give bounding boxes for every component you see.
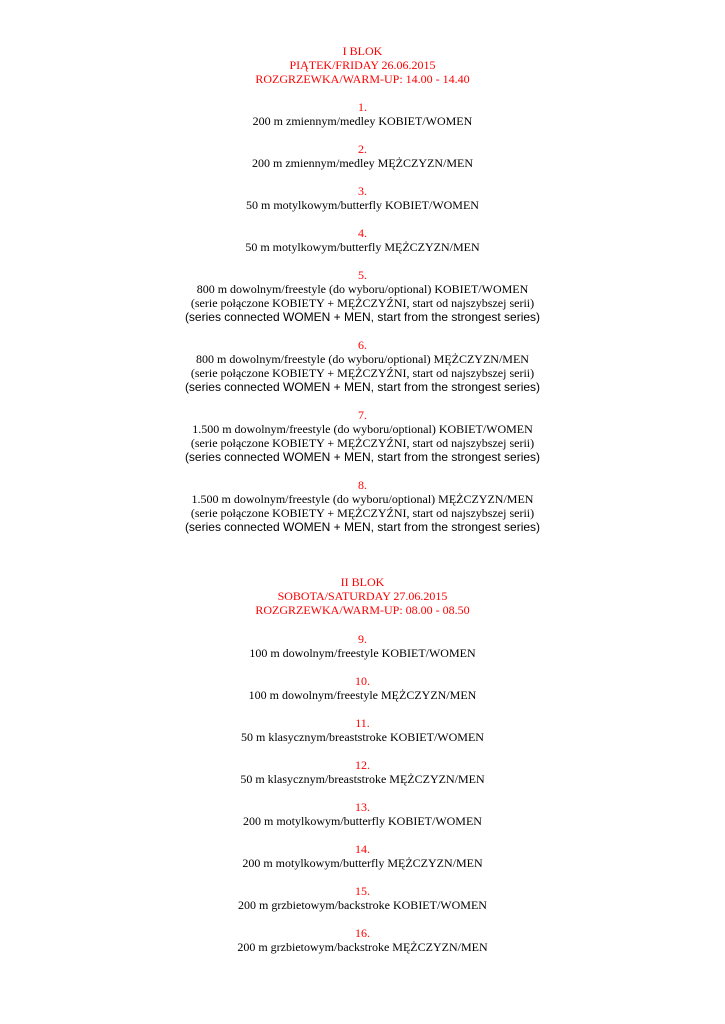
event-8 <box>0 478 725 534</box>
block2-warmup: ROZGRZEWKA/WARM-UP: 08.00 - 08.50 <box>255 603 470 617</box>
event-description: 200 m zmiennym/medley MĘŻCZYZN/MEN <box>252 156 473 170</box>
event-description: 100 m dowolnym/freestyle KOBIET/WOMEN <box>249 646 476 660</box>
block2-title: II BLOK <box>340 575 385 589</box>
event-note-pl: (serie połączone KOBIETY + MĘŻCZYŹNI, start od najszybszej serii) <box>190 296 535 310</box>
event-note-pl: (serie połączone KOBIETY + MĘŻCZYŹNI, start od najszybszej serii) <box>190 506 535 520</box>
event-description: 50 m klasycznym/breaststroke MĘŻCZYZN/MEN <box>240 772 485 786</box>
event-note-pl: (serie połączone KOBIETY + MĘŻCZYŹNI, start od najszybszej serii) <box>190 366 535 380</box>
event-number: 1. <box>358 100 367 114</box>
event-number: 11. <box>355 716 370 730</box>
event-description: 200 m motylkowym/butterfly KOBIET/WOMEN <box>243 814 482 828</box>
event-number: 14. <box>355 842 370 856</box>
event-number: 15. <box>355 884 370 898</box>
block1-title: I BLOK <box>342 44 383 58</box>
event-10 <box>0 674 725 702</box>
event-16 <box>0 926 725 954</box>
block1-warmup: ROZGRZEWKA/WARM-UP: 14.00 - 14.40 <box>255 72 470 86</box>
event-3 <box>0 184 725 212</box>
event-description: 50 m klasycznym/breaststroke KOBIET/WOMEN <box>241 730 484 744</box>
event-description: 50 m motylkowym/butterfly MĘŻCZYZN/MEN <box>245 240 480 254</box>
event-number: 10. <box>355 674 370 688</box>
event-number: 16. <box>355 926 370 940</box>
event-7 <box>0 408 725 464</box>
event-description: 1.500 m dowolnym/freestyle (do wyboru/optional) MĘŻCZYZN/MEN <box>191 492 534 506</box>
block1-header <box>0 44 725 86</box>
event-number: 2. <box>358 142 367 156</box>
event-note-en: (series connected WOMEN + MEN, start from the strongest series) <box>184 450 541 464</box>
event-description: 200 m grzbietowym/backstroke KOBIET/WOMEN <box>238 898 487 912</box>
event-description: 800 m dowolnym/freestyle (do wyboru/optional) KOBIET/WOMEN <box>196 282 529 296</box>
event-number: 5. <box>358 268 367 282</box>
event-13 <box>0 800 725 828</box>
event-number: 9. <box>358 632 367 646</box>
event-number: 7. <box>358 408 367 422</box>
event-4 <box>0 226 725 254</box>
event-9 <box>0 632 725 660</box>
event-1 <box>0 100 725 128</box>
event-note-pl: (serie połączone KOBIETY + MĘŻCZYŹNI, start od najszybszej serii) <box>190 436 535 450</box>
block2-header <box>0 575 725 617</box>
event-description: 100 m dowolnym/freestyle MĘŻCZYZN/MEN <box>248 688 477 702</box>
event-6 <box>0 338 725 394</box>
event-number: 8. <box>358 478 367 492</box>
event-number: 3. <box>358 184 367 198</box>
block1-day: PIĄTEK/FRIDAY 26.06.2015 <box>289 58 436 72</box>
event-12 <box>0 758 725 786</box>
event-11 <box>0 716 725 744</box>
event-5 <box>0 268 725 324</box>
event-note-en: (series connected WOMEN + MEN, start from the strongest series) <box>184 520 541 534</box>
event-2 <box>0 142 725 170</box>
event-14 <box>0 842 725 870</box>
event-description: 200 m grzbietowym/backstroke MĘŻCZYZN/MEN <box>237 940 488 954</box>
event-description: 1.500 m dowolnym/freestyle (do wyboru/optional) KOBIET/WOMEN <box>192 422 533 436</box>
event-number: 13. <box>355 800 370 814</box>
event-description: 800 m dowolnym/freestyle (do wyboru/optional) MĘŻCZYZN/MEN <box>196 352 529 366</box>
block2-day: SOBOTA/SATURDAY 27.06.2015 <box>277 589 448 603</box>
event-description: 50 m motylkowym/butterfly KOBIET/WOMEN <box>246 198 479 212</box>
event-note-en: (series connected WOMEN + MEN, start from the strongest series) <box>184 310 541 324</box>
event-15 <box>0 884 725 912</box>
event-number: 12. <box>355 758 370 772</box>
event-description: 200 m zmiennym/medley KOBIET/WOMEN <box>252 114 473 128</box>
event-note-en: (series connected WOMEN + MEN, start from the strongest series) <box>184 380 541 394</box>
event-description: 200 m motylkowym/butterfly MĘŻCZYZN/MEN <box>242 856 483 870</box>
event-number: 4. <box>358 226 367 240</box>
event-number: 6. <box>358 338 367 352</box>
